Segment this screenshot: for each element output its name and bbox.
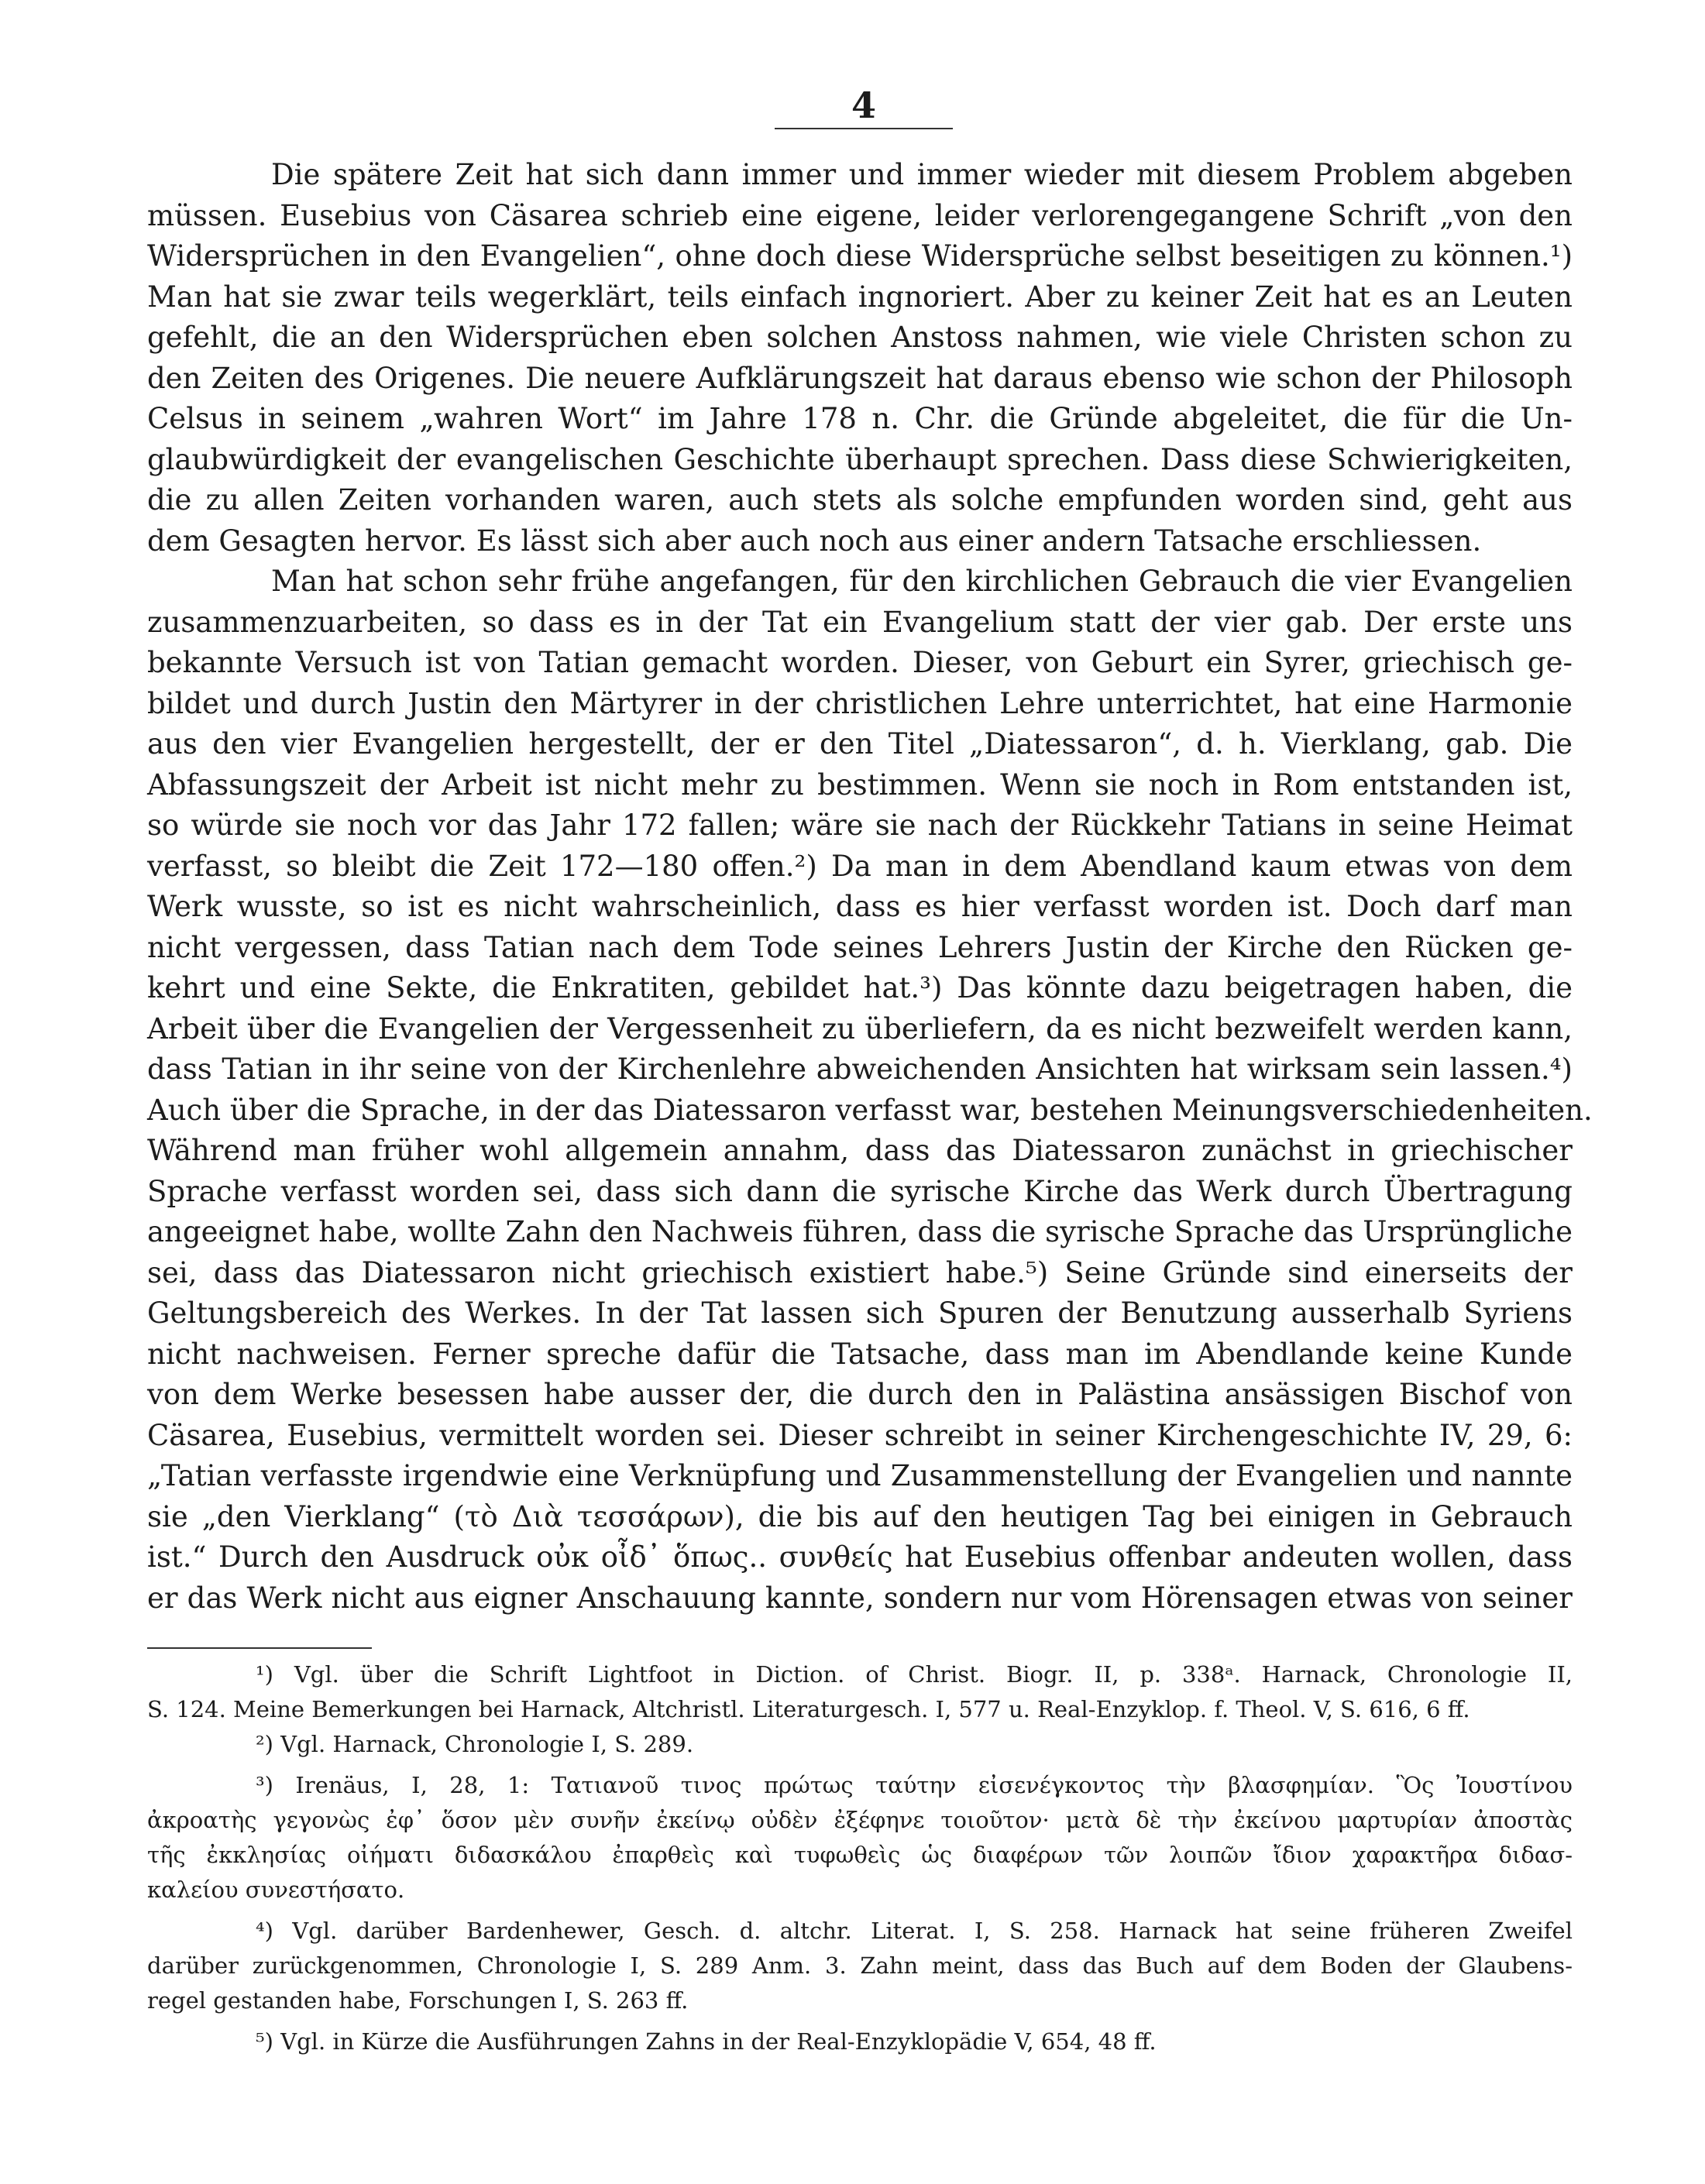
- text-line: Während man früher wohl allgemein annahm, dass das Diatessaron zunächst in griechischer: [147, 1134, 1573, 1167]
- text-line: er das Werk nicht aus eigner Anschauung kannte, sondern nur vom Hörensagen etwas von seiner: [147, 1581, 1573, 1615]
- body-text: [147, 155, 1593, 1619]
- text-line: nicht vergessen, dass Tatian nach dem Tode seines Lehrers Justin der Kirche den Rücken ge-: [147, 930, 1573, 964]
- text-line: nicht nachweisen. Ferner spreche dafür die Tatsache, dass man im Abendlande keine Kunde: [147, 1337, 1573, 1371]
- text-line: so würde sie noch vor das Jahr 172 fallen; wäre sie nach der Rückkehr Tatians in seine Heimat: [147, 809, 1573, 842]
- footnote-line: darüber zurückgenommen, Chronologie I, S. 289 Anm. 3. Zahn meint, dass das Buch auf dem Boden der Glaubens-: [147, 1952, 1573, 1979]
- page-number: 4: [851, 84, 876, 126]
- text-line: dem Gesagten hervor. Es lässt sich aber auch noch aus einer andern Tatsache erschliessen.: [147, 524, 1482, 558]
- footnote-line: ⁴) Vgl. darüber Bardenhewer, Gesch. d. altchr. Literat. I, S. 258. Harnack hat seine früheren Zweifel: [256, 1918, 1573, 1944]
- header-rule: [775, 128, 953, 129]
- text-line: die zu allen Zeiten vorhanden waren, auch stets als solche empfunden worden sind, geht aus: [147, 483, 1573, 517]
- text-line: Man hat schon sehr frühe angefangen, für den kirchlichen Gebrauch die vier Evangelien: [271, 565, 1573, 598]
- text-line: Abfassungszeit der Arbeit ist nicht mehr zu bestimmen. Wenn sie noch in Rom entstanden ist,: [147, 767, 1573, 802]
- text-line: aus den vier Evangelien hergestellt, der er den Titel „Diatessaron“, d. h. Vierklang, gab. Die: [147, 727, 1573, 761]
- text-line: bildet und durch Justin den Märtyrer in der christlichen Lehre unterrichtet, hat eine Harmonie: [147, 686, 1573, 720]
- text-line: Man hat sie zwar teils wegerklärt, teils einfach ingnoriert. Aber zu keiner Zeit hat es an Leuten: [147, 280, 1573, 314]
- footnote-line: ²) Vgl. Harnack, Chronologie I, S. 289.: [256, 1731, 694, 1757]
- footnote-line: ⁵) Vgl. in Kürze die Ausführungen Zahns in der Real-Enzyklopädie V, 654, 48 ff.: [256, 2028, 1157, 2055]
- text-line: „Tatian verfasste irgendwie eine Verknüpfung und Zusammenstellung der Evangelien und nannte: [147, 1459, 1573, 1492]
- footnote-line: ἀκροατὴς γεγονὼς ἐφ᾽ ὅσον μὲν συνῆν ἐκείνῳ οὐδὲν ἐξέφηνε τοιοῦτον· μετὰ δὲ τὴν ἐκείνου μαρτυρίαν ἀποστὰς: [147, 1807, 1573, 1833]
- text-line: ist.“ Durch den Ausdruck οὐκ οἶδ᾽ ὅπως.. συνθείς hat Eusebius offenbar andeuten wollen, dass: [147, 1540, 1573, 1574]
- text-line: Werk wusste, so ist es nicht wahrscheinlich, dass es hier verfasst worden ist. Doch darf man: [147, 890, 1573, 923]
- text-line: Celsus in seinem „wahren Wort“ im Jahre 178 n. Chr. die Gründe abgeleitet, die für die Un-: [147, 402, 1573, 435]
- text-line: den Zeiten des Origenes. Die neuere Aufklärungszeit hat daraus ebenso wie schon der Philosoph: [147, 361, 1573, 395]
- text-line: Cäsarea, Eusebius, vermittelt worden sei. Dieser schreibt in seiner Kirchengeschichte IV, 29, 6:: [147, 1418, 1573, 1452]
- footnote-line: τῆς ἐκκλησίας οἰήματι διδασκάλου ἐπαρθεὶς καὶ τυφωθεὶς ὡς διαφέρων τῶν λοιπῶν ἴδιον χαρακτῆρα διδασ-: [147, 1842, 1573, 1868]
- footnote-rule: [147, 1647, 372, 1649]
- footnote-line: ¹) Vgl. über die Schrift Lightfoot in Diction. of Christ. Biogr. II, p. 338ᵃ. Harnack, Chronologie II,: [256, 1661, 1573, 1688]
- footnotes: [147, 1657, 1573, 2059]
- text-line: Geltungsbereich des Werkes. In der Tat lassen sich Spuren der Benutzung ausserhalb Syriens: [147, 1296, 1573, 1330]
- footnote-line: regel gestanden habe, Forschungen I, S. 263 ff.: [147, 1987, 689, 2014]
- footnote-line: ³) Irenäus, I, 28, 1: Τατιανοῦ τινος πρώτως ταύτην εἰσενέγκοντος τὴν βλασφημίαν. Ὃς Ἰουστίνου: [256, 1772, 1573, 1798]
- text-line: Auch über die Sprache, in der das Diatessaron verfasst war, bestehen Meinungsverschiedenheiten.: [147, 1093, 1593, 1127]
- text-line: angeeignet habe, wollte Zahn den Nachweis führen, dass die syrische Sprache das Ursprüngliche: [147, 1215, 1573, 1248]
- text-line: Sprache verfasst worden sei, dass sich dann die syrische Kirche das Werk durch Übertragung: [147, 1174, 1573, 1208]
- text-line: müssen. Eusebius von Cäsarea schrieb eine eigene, leider verlorengegangene Schrift „von den: [147, 198, 1573, 232]
- text-line: verfasst, so bleibt die Zeit 172—180 offen.²) Da man in dem Abendland kaum etwas von dem: [147, 849, 1573, 883]
- text-line: sei, dass das Diatessaron nicht griechisch existiert habe.⁵) Seine Gründe sind einerseits der: [147, 1255, 1573, 1289]
- text-line: kehrt und eine Sekte, die Enkratiten, gebildet hat.³) Das könnte dazu beigetragen haben, die: [147, 971, 1573, 1004]
- text-line: Die spätere Zeit hat sich dann immer und immer wieder mit diesem Problem abgeben: [271, 158, 1573, 191]
- text-line: bekannte Versuch ist von Tatian gemacht worden. Dieser, von Geburt ein Syrer, griechisch ge-: [147, 646, 1573, 679]
- footnote-line: καλείου συνεστήσατο.: [147, 1877, 405, 1903]
- text-line: Widersprüchen in den Evangelien“, ohne doch diese Widersprüche selbst beseitigen zu können.¹): [147, 239, 1573, 273]
- text-line: Arbeit über die Evangelien der Vergessenheit zu überliefern, da es nicht bezweifelt werden kann,: [147, 1011, 1573, 1046]
- text-line: glaubwürdigkeit der evangelischen Geschichte überhaupt sprechen. Dass diese Schwierigkeiten,: [147, 442, 1573, 476]
- text-line: dass Tatian in ihr seine von der Kirchenlehre abweichenden Ansichten hat wirksam sein lassen.⁴): [147, 1053, 1573, 1086]
- footnote-line: S. 124. Meine Bemerkungen bei Harnack, Altchristl. Literaturgesch. I, 577 u. Real-Enzyklop. f. Theol. V, S. 616, 6 ff.: [147, 1696, 1470, 1722]
- text-line: sie „den Vierklang“ (τὸ Διὰ τεσσάρων), die bis auf den heutigen Tag bei einigen in Gebrauch: [147, 1499, 1573, 1533]
- text-line: gefehlt, die an den Widersprüchen eben solchen Anstoss nahmen, wie viele Christen schon zu: [147, 321, 1573, 354]
- text-line: zusammenzuarbeiten, so dass es in der Tat ein Evangelium statt der vier gab. Der erste uns: [147, 605, 1573, 639]
- text-line: von dem Werke besessen habe ausser der, die durch den in Palästina ansässigen Bischof von: [147, 1378, 1573, 1411]
